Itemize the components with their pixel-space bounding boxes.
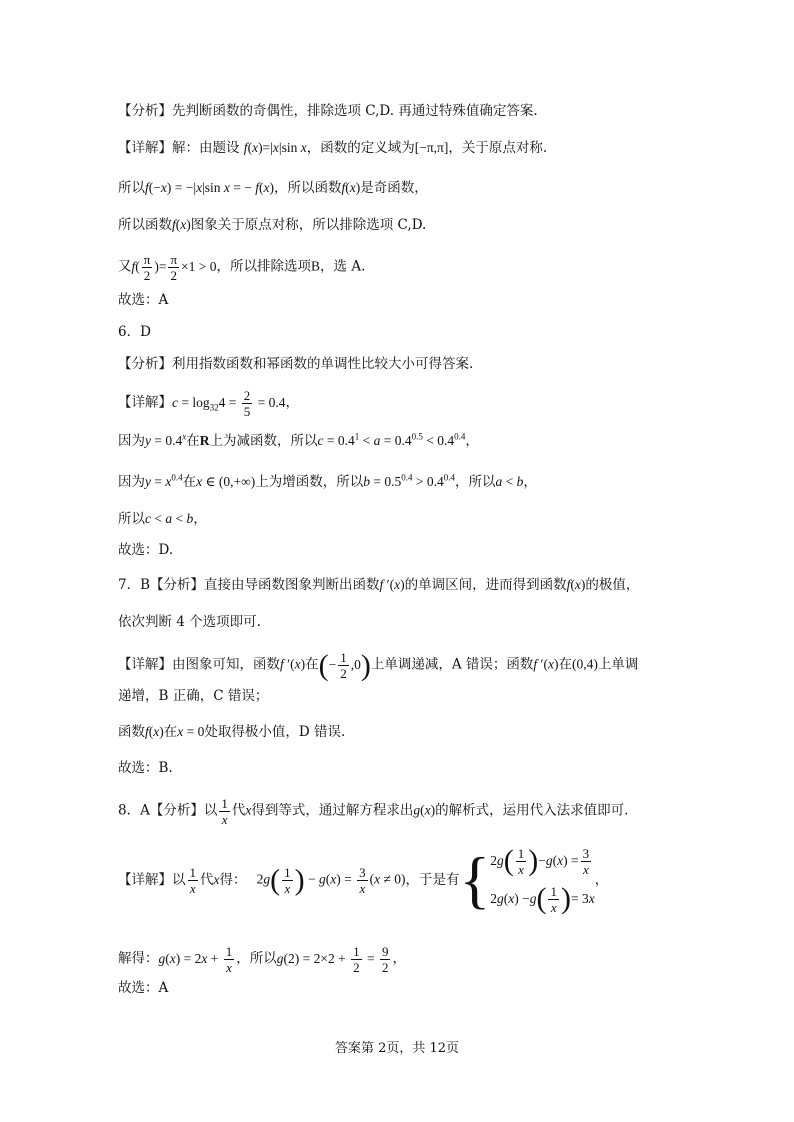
- formula: (− $\frac{1}{2}$ ,0): [318, 648, 371, 682]
- formula: 2g( $\frac{1}{x}$ ) − g(x) = $\frac{3}{x}$ (x ≠ 0): [246, 863, 406, 896]
- equation-system: { 2 g ( $\frac{1}{x}$ ) − g ( x ) = $\frac{3}{x}$ 2 g ( x ) − g ( $\frac{1}{x}$ ) = 3 x: [459, 844, 595, 915]
- text: 代: [200, 872, 214, 888]
- text: 的解析式，运用代入法求值即可.: [435, 802, 629, 819]
- analysis-text: 先判断函数的奇偶性，排除选项 C,D. 再通过特殊值确定答案.: [172, 103, 538, 119]
- formula: $y = 0.4^x$: [145, 431, 187, 448]
- formula: f ′(x): [533, 656, 559, 672]
- formula: $\frac{1}{x}$: [189, 864, 196, 896]
- formula: [−π,π]: [414, 140, 449, 155]
- page-footer: 答案第 2页，共 12页: [334, 1041, 460, 1056]
- text-line: 因为$y = 0.4^x$在R上为减函数，所以$c = 0.4^1 < a = 0.4^{0.5} < 0.4^{0.4}$，: [118, 431, 479, 449]
- text-line: 解得：g(x) = 2x + $\frac{1}{x}$ ，所以g(2) = 2×2 + $\frac{1}{2}$ = $\frac{9}{2}$ ，: [118, 944, 406, 975]
- formula: $c = \log_{32}4$ = $\frac{2}{5}$ = 0.4: [172, 388, 286, 419]
- text: 代: [231, 802, 246, 819]
- analysis-tag: 【分析】: [118, 356, 172, 372]
- question-answer-8: [118, 796, 628, 827]
- formula: f(x): [145, 724, 164, 739]
- text-line: 故选：B.: [118, 760, 173, 776]
- text-line: 又f( $\frac{\pi}{2}$ )= $\frac{\pi}{2}$ ×1 > 0，所以排除选项B，选 A.: [118, 252, 366, 283]
- formula: $\frac{1}{x}$: [221, 796, 228, 827]
- formula: f(x): [172, 217, 191, 232]
- text-line: 函数f(x)在x = 0处取得极小值，D 错误.: [118, 724, 346, 740]
- text-line: 所以f(−x) = −|x|sin x = − f(x)，所以函数f(x)是奇函数，: [118, 180, 428, 196]
- text: 8．A【分析】以: [118, 802, 218, 819]
- formula: $y = x^{0.4}$: [145, 472, 183, 489]
- detail-tag: 【详解】: [118, 656, 172, 673]
- formula: x: [213, 872, 220, 887]
- detail-line-q7: 【详解】由图象可知，函数f ′(x)在(− $\frac{1}{2}$ ,0)上单调递减，A 错误；函数f ′(x)在(0,4)上单调: [118, 648, 639, 682]
- text-line: 故选：A: [118, 980, 169, 996]
- detail-line-q6: 【详解】$c = \log_{32}4$ = $\frac{2}{5}$ = 0.4，: [118, 388, 299, 419]
- text: ，: [594, 872, 609, 888]
- formula: g(x): [413, 802, 436, 818]
- formula: c < a < b: [145, 511, 194, 526]
- text-line: 故选：A: [118, 292, 169, 308]
- text-line: 因为$y = x^{0.4}$在x ∈ (0,+∞)上为增函数，所以$b = 0.5^{0.4} > 0.4^{0.4}$，所以a < b，: [118, 472, 537, 490]
- question-answer-6: 6．D: [118, 324, 151, 340]
- formula: f(x): [341, 180, 361, 195]
- text: 以: [172, 872, 186, 888]
- formula: a < b: [495, 474, 524, 489]
- detail-tag: 【详解】: [118, 394, 172, 411]
- text: 得到等式，通过解方程求出: [251, 802, 414, 819]
- detail-tag: 【详解】: [118, 872, 172, 888]
- text: 得：: [219, 872, 247, 888]
- formula: $b = 0.5^{0.4} > 0.4^{0.4}$: [363, 472, 455, 489]
- text-line: 故选：D.: [118, 542, 174, 558]
- formula: g(x) = 2x + $\frac{1}{x}$: [158, 944, 233, 975]
- formula: f(x)=|x|sin x: [243, 140, 307, 155]
- formula: f ′(x): [280, 656, 306, 672]
- question-answer-7: 7．B【分析】直接由导函数图象判断出函数f ′(x)的单调区间，进而得到函数f(x)的极值，: [118, 577, 640, 593]
- analysis-line-q5: [118, 101, 538, 121]
- formula: f ′(x): [379, 577, 405, 592]
- text: ，于是有: [405, 872, 460, 888]
- detail-line-q8: [118, 838, 608, 922]
- formula: x: [245, 802, 252, 818]
- text-line: 所以函数f(x)图象关于原点对称，所以排除选项 C,D.: [118, 217, 427, 233]
- formula: f(x): [566, 577, 586, 592]
- formula: f( $\frac{\pi}{2}$ )= $\frac{\pi}{2}$ ×1 > 0: [131, 252, 217, 283]
- text-line: 依次判断 4 个选项即可.: [118, 614, 261, 630]
- text-line: 递增，B 正确，C 错误；: [118, 688, 269, 704]
- formula: x = 0: [177, 724, 205, 739]
- formula: x ∈ (0,+∞): [196, 474, 256, 489]
- analysis-line-q6: 【分析】利用指数函数和幂函数的单调性比较大小可得答案.: [118, 356, 474, 372]
- text-line: 所以c < a < b，: [118, 511, 207, 527]
- analysis-tag: 【分析】: [118, 103, 172, 119]
- formula: (0,4): [571, 656, 598, 672]
- formula: f(−x) = −|x|sin x = − f(x): [145, 180, 275, 195]
- detail-line-q5: 【详解】解：由题设 f(x)=|x|sin x，函数的定义域为[−π,π]，关于原点对称.: [118, 140, 548, 156]
- formula: $c = 0.4^1 < a = 0.4^{0.5} < 0.4^{0.4}$: [317, 431, 466, 448]
- detail-tag: 【详解】: [118, 140, 172, 156]
- formula: g(2) = 2×2 + $\frac{1}{2}$ = $\frac{9}{2}$: [276, 944, 389, 975]
